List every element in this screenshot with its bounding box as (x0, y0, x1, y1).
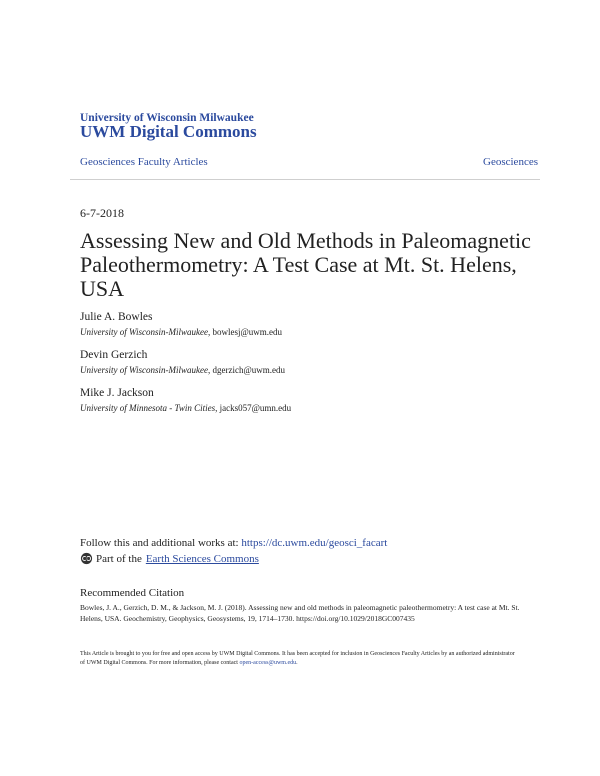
affiliation-name: University of Minnesota - Twin Cities (80, 403, 216, 413)
publication-date: 6-7-2018 (80, 206, 124, 220)
author-affiliation (80, 365, 285, 375)
commons-link[interactable]: Earth Sciences Commons (145, 552, 259, 565)
author-affiliation (80, 327, 282, 337)
part-of-text: Part of the (96, 552, 142, 565)
author-name: Mike J. Jackson (80, 387, 154, 399)
divider (70, 179, 540, 180)
author-name: Devin Gerzich (80, 349, 148, 361)
author-email[interactable]: , dgerzich@uwm.edu (207, 365, 285, 375)
article-title: Assessing New and Old Methods in Paleomagnetic Paleothermometry: A Test Case at Mt. St. Helens, USA (80, 228, 531, 301)
author-email[interactable]: , bowlesj@uwm.edu (207, 327, 283, 337)
repository-name[interactable]: UWM Digital Commons (80, 122, 257, 141)
author-affiliation (80, 403, 291, 413)
footer-text: This Article is brought to you for free and open access by UWM Digital Commons. It has been accepted for inclusion in Geosciences Faculty Articles by an authorized administrator of UWM Digital Commons. For more information, please contact (80, 651, 515, 666)
citation-text: Bowles, J. A., Gerzich, D. M., & Jackson, M. J. (2018). Assessing new and old methods in paleomagnetic paleothermometry: A test case at Mt. St. Helens, USA. Geochemistry, Geophysics, Geosystems, 19, 1714–1730. https://doi.org/10.1029/2018GC007435 (80, 603, 520, 623)
series-link[interactable]: Geosciences Faculty Articles (80, 156, 208, 168)
affiliation-name: University of Wisconsin-Milwaukee (80, 327, 208, 337)
follow-url-link[interactable]: https://dc.uwm.edu/geosci_facart (241, 537, 388, 549)
department-link[interactable]: Geosciences (483, 156, 538, 168)
author-name: Julie A. Bowles (80, 311, 153, 323)
affiliation-name: University of Wisconsin-Milwaukee (80, 365, 208, 375)
follow-line (80, 537, 387, 549)
creative-commons-icon (80, 552, 93, 565)
part-of-line (80, 552, 259, 565)
institution-name[interactable]: University of Wisconsin Milwaukee (80, 112, 254, 124)
citation-heading: Recommended Citation (80, 587, 185, 599)
footer-end: . (296, 660, 298, 666)
author-email[interactable]: , jacks057@umn.edu (215, 403, 292, 413)
follow-text: Follow this and additional works at: (80, 537, 242, 549)
footer-notice (80, 650, 520, 668)
contact-email-link[interactable]: open-access@uwm.edu (239, 660, 297, 666)
